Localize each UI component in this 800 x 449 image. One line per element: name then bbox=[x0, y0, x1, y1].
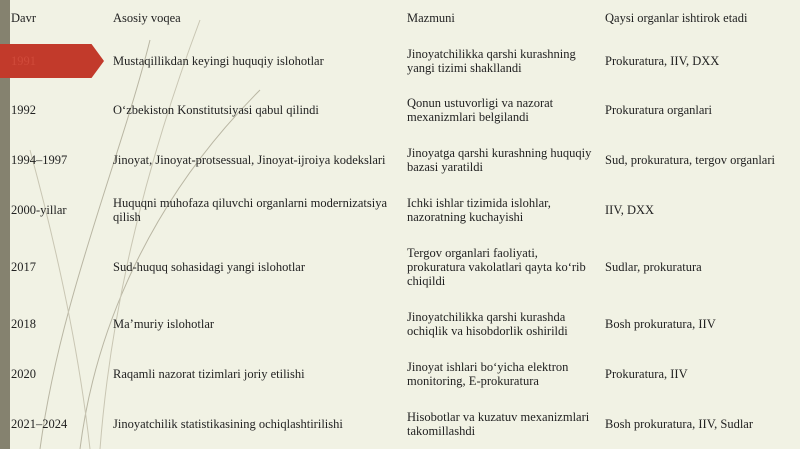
cell-content: Jinoyatga qarshi kurashning huquqiy bazasi yaratildi bbox=[407, 146, 592, 174]
table-row bbox=[0, 243, 800, 291]
table-row bbox=[0, 93, 800, 127]
table-row bbox=[0, 193, 800, 227]
cell-content: Hisobotlar va kuzatuv mexanizmlari takomillashdi bbox=[407, 410, 590, 438]
cell-event: Huquqni muhofaza qiluvchi organlarni modernizatsiya qilish bbox=[113, 196, 387, 224]
header-bodies: Qaysi organlar ishtirok etadi bbox=[605, 11, 748, 25]
cell-bodies: Prokuratura, IIV, DXX bbox=[605, 54, 720, 68]
cell-event: Raqamli nazorat tizimlari joriy etilishi bbox=[113, 367, 305, 381]
cell-event: Jinoyat, Jinoyat-protsessual, Jinoyat-ijroiya kodekslari bbox=[113, 153, 386, 167]
cell-period: 2018 bbox=[11, 317, 36, 331]
cell-period: 1994–1997 bbox=[11, 153, 68, 167]
cell-period: 1992 bbox=[11, 103, 36, 117]
cell-period: 2017 bbox=[11, 260, 36, 274]
cell-content: Tergov organlari faoliyati, prokuratura vakolatlari qayta ko‘rib chiqildi bbox=[407, 246, 586, 288]
header-period: Davr bbox=[11, 11, 36, 25]
cell-bodies: Sud, prokuratura, tergov organlari bbox=[605, 153, 775, 167]
cell-content: Jinoyatchilikka qarshi kurashda ochiqlik va hisobdorlik oshirildi bbox=[407, 310, 568, 338]
cell-bodies: Bosh prokuratura, IIV bbox=[605, 317, 716, 331]
cell-content: Ichki ishlar tizimida islohlar, nazoratning kuchayishi bbox=[407, 196, 551, 224]
cell-event: Ma’muriy islohotlar bbox=[113, 317, 215, 331]
cell-content: Jinoyatchilikka qarshi kurashning yangi tizimi shakllandi bbox=[407, 47, 576, 75]
cell-period: 1991 bbox=[11, 54, 36, 68]
cell-period: 2021–2024 bbox=[11, 417, 68, 431]
table-row bbox=[0, 44, 800, 78]
cell-bodies: Sudlar, prokuratura bbox=[605, 260, 702, 274]
cell-event: Mustaqillikdan keyingi huquqiy islohotlar bbox=[113, 54, 324, 68]
header-main-event: Asosiy voqea bbox=[113, 11, 181, 25]
table-row bbox=[0, 357, 800, 391]
cell-content: Qonun ustuvorligi va nazorat mexanizmlari belgilandi bbox=[407, 96, 554, 124]
cell-content: Jinoyat ishlari bo‘yicha elektron monitoring, E-prokuratura bbox=[407, 360, 569, 388]
table-row bbox=[0, 407, 800, 441]
cell-event: O‘zbekiston Konstitutsiyasi qabul qilindi bbox=[113, 103, 319, 117]
cell-event: Sud-huquq sohasidagi yangi islohotlar bbox=[113, 260, 305, 274]
cell-bodies: IIV, DXX bbox=[605, 203, 655, 217]
cell-bodies: Bosh prokuratura, IIV, Sudlar bbox=[605, 417, 754, 431]
table-header bbox=[0, 8, 800, 28]
cell-bodies: Prokuratura organlari bbox=[605, 103, 713, 117]
cell-bodies: Prokuratura, IIV bbox=[605, 367, 688, 381]
table-row bbox=[0, 307, 800, 341]
cell-event: Jinoyatchilik statistikasining ochiqlashtirilishi bbox=[113, 417, 343, 431]
table-row bbox=[0, 143, 800, 177]
cell-period: 2000-yillar bbox=[11, 203, 67, 217]
cell-period: 2020 bbox=[11, 367, 36, 381]
header-content: Mazmuni bbox=[407, 11, 455, 25]
